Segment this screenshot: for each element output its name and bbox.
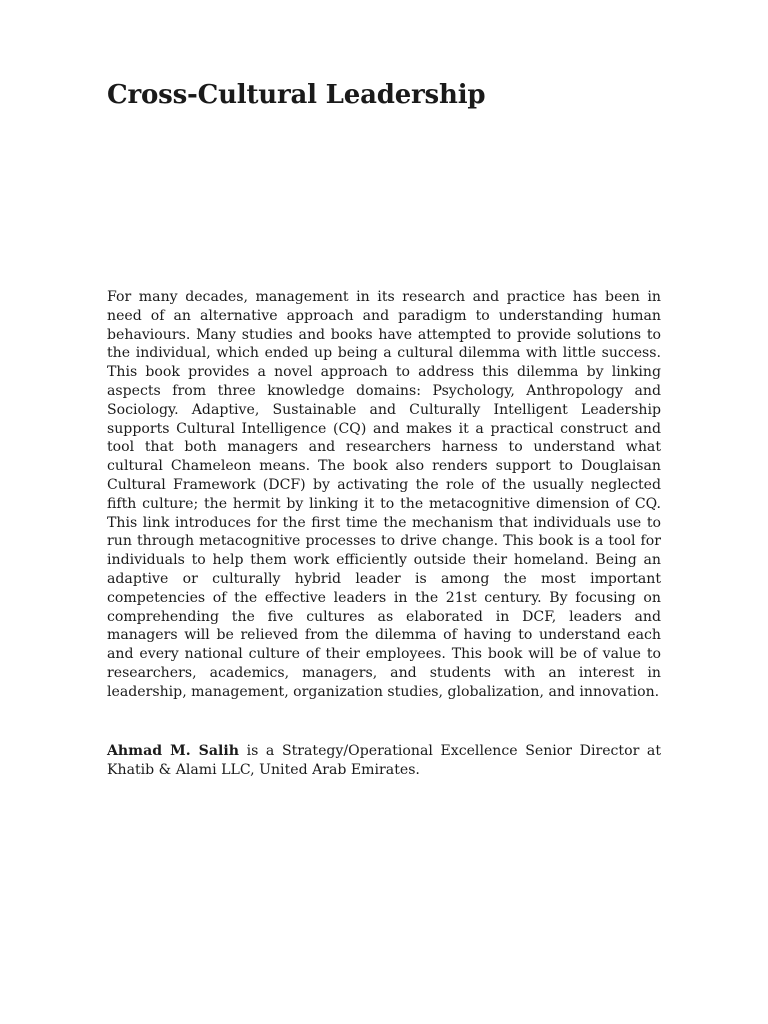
book-title: Cross-Cultural Leadership bbox=[107, 80, 486, 110]
book-description: For many decades, management in its research and practice has been in need of an alternative approach and paradigm to understanding human behaviours. Many studies and books have attempted to provide solutions to the individual, which ended up being a cultural dilemma with little success. This book provides a novel approach to address this dilemma by linking aspects from three knowledge domains: Psychology, Anthropology and Sociology. Adaptive, Sustainable and Culturally Intelligent Leadership supports Cultural Intelligence (CQ) and makes it a practical construct and tool that both managers and researchers harness to understand what cultural Chameleon means. The book also renders support to Douglaisan Cultural Framework (DCF) by activating the role of the usually neglected fifth culture; the hermit by linking it to the metacognitive dimension of CQ. This link introduces for the first time the mechanism that individuals use to run through metacognitive processes to drive change. This book is a tool for individuals to help them work efficiently outside their homeland. Being an adaptive or culturally hybrid leader is among the most important competencies of the effective leaders in the 21st century. By focusing on comprehending the five cultures as elaborated in DCF, leaders and managers will be relieved from the dilemma of having to understand each and every national culture of their employees. This book will be of value to researchers, academics, managers, and students with an interest in leadership, management, organization studies, globalization, and innovation. bbox=[107, 289, 661, 700]
author-name: Ahmad M. Salih bbox=[107, 743, 239, 759]
author-bio: is a Strategy/Operational Excellence Senior Director at Khatib & Alami LLC, United Arab Emirates. bbox=[107, 743, 661, 778]
author-bio-paragraph bbox=[107, 742, 661, 780]
